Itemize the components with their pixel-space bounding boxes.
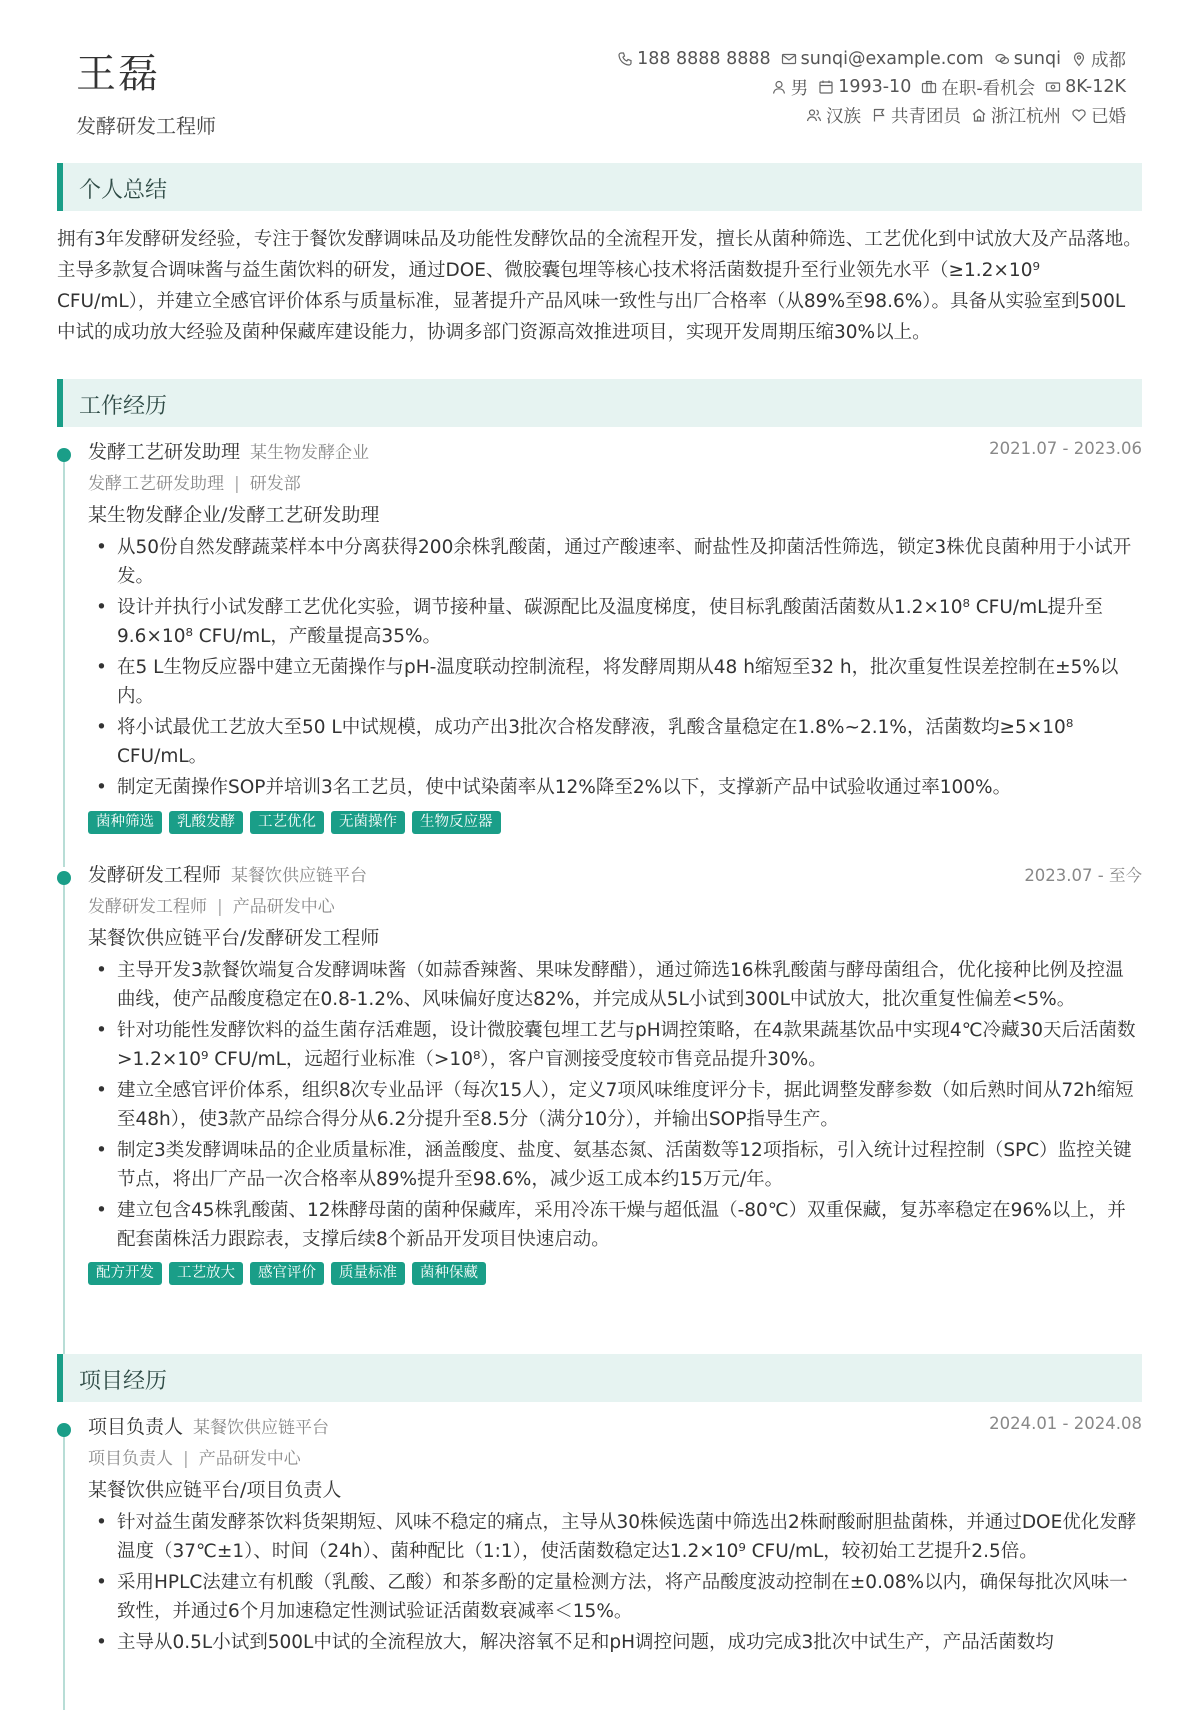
timeline-line: [63, 878, 65, 1368]
skill-tag: 菌种保藏: [412, 1262, 486, 1285]
timeline-dot: [57, 871, 71, 885]
skill-tag: 菌种筛选: [88, 811, 162, 834]
calendar-icon: [818, 79, 834, 95]
entry-company: 某餐饮供应链平台: [193, 1418, 330, 1438]
heart-icon: [1071, 107, 1087, 123]
user-icon: [771, 79, 787, 95]
contact-political: 共青团员: [871, 103, 961, 128]
skill-tag: 乳酸发酵: [169, 811, 243, 834]
candidate-name: 王磊: [76, 51, 160, 97]
entry-date: 2023.07 - 至今: [1024, 866, 1142, 885]
bullet-item: • 主导开发3款餐饮端复合发酵调味酱（如蒜香辣酱、果味发酵醋），通过筛选16株乳酸菌与酵母菌组合，优化接种比例及控温曲线，使产品酸度稳定在0.8-1.2%、风味偏好度达82%，并完成从5L小试到300L中试放大，批次重复性偏差<5%。: [88, 957, 1142, 1014]
work-entry: [57, 860, 1142, 1285]
work-entry: [57, 437, 1142, 834]
location-icon: [1071, 51, 1087, 67]
entry-headline: 某餐饮供应链平台/发酵研发工程师: [88, 927, 380, 949]
contact-gender: 男: [771, 75, 809, 100]
money-icon: [1045, 79, 1061, 95]
bullet-item: • 采用HPLC法建立有机酸（乳酸、乙酸）和茶多酚的定量检测方法，将产品酸度波动控制在±0.08%以内，确保每批次风味一致性，并通过6个月加速稳定性测试验证活菌数衰减率＜15%。: [88, 1569, 1142, 1626]
skill-tag: 感官评价: [250, 1262, 324, 1285]
entry-subtitle: 发酵研发工程师 | 产品研发中心: [88, 897, 335, 917]
skill-tag: 质量标准: [331, 1262, 405, 1285]
contact-hometown: 浙江杭州: [971, 103, 1061, 128]
phone-icon: [617, 51, 633, 67]
home-icon: [971, 107, 987, 123]
entry-bullets: [88, 1509, 1142, 1658]
section-header-summary: [57, 163, 1142, 211]
entry-department: 研发部: [249, 474, 301, 494]
timeline-line: [63, 455, 65, 867]
contact-phone: 188 8888 8888: [617, 49, 771, 69]
entry-header: [88, 860, 1142, 892]
skill-tag: 无菌操作: [331, 811, 405, 834]
skill-tag: 配方开发: [88, 1262, 162, 1285]
skill-tag: 工艺优化: [250, 811, 324, 834]
section-title: 个人总结: [79, 178, 168, 203]
skill-tags: [88, 811, 1142, 834]
wechat-icon: [994, 51, 1010, 67]
bullet-item: • 将小试最优工艺放大至50 L中试规模，成功产出3批次合格发酵液，乳酸含量稳定在1.8%~2.1%，活菌数均≥5×10⁸ CFU/mL。: [88, 714, 1142, 771]
bullet-item: • 从50份自然发酵蔬菜样本中分离获得200余株乳酸菌，通过产酸速率、耐盐性及抑菌活性筛选，锁定3株优良菌种用于小试开发。: [88, 534, 1142, 591]
bullet-item: • 针对功能性发酵饮料的益生菌存活难题，设计微胶囊包埋工艺与pH调控策略，在4款果蔬基饮品中实现4℃冷藏30天后活菌数>1.2×10⁹ CFU/mL，远超行业标准（>10⁸），客户盲测接受度较市售竞品提升30%。: [88, 1017, 1142, 1074]
timeline-dot: [57, 448, 71, 462]
people-icon: [806, 107, 822, 123]
contact-city: 成都: [1071, 47, 1126, 72]
summary-text: 拥有3年发酵研发经验，专注于餐饮发酵调味品及功能性发酵饮品的全流程开发，擅长从菌种筛选、工艺优化到中试放大及产品落地。主导多款复合调味酱与益生菌饮料的研发，通过DOE、微胶囊包埋等核心技术将活菌数提升至行业领先水平（≥1.2×10⁹ CFU/mL），并建立全感官评价体系与质量标准，显著提升产品风味一致性与出厂合格率（从89%至98.6%）。具备从实验室到500L中试的成功放大经验及菌种保藏库建设能力，协调多部门资源高效推进项目，实现开发周期压缩30%以上。: [57, 229, 1142, 343]
entry-header: [88, 1412, 1142, 1444]
briefcase-icon: [921, 79, 937, 95]
entry-date: 2024.01 - 2024.08: [989, 1414, 1142, 1433]
contact-row: [506, 101, 1126, 129]
contact-birth: 1993-10: [818, 77, 911, 97]
entry-date: 2021.07 - 2023.06: [989, 439, 1142, 458]
bullet-item: • 针对益生菌发酵茶饮料货架期短、风味不稳定的痛点，主导从30株候选菌中筛选出2株耐酸耐胆盐菌株，并通过DOE优化发酵温度（37℃±1）、时间（24h）、菌种配比（1:1），使活菌数稳定达1.2×10⁹ CFU/mL，较初始工艺提升2.5倍。: [88, 1509, 1142, 1566]
bullet-item: • 设计并执行小试发酵工艺优化实验，调节接种量、碳源配比及温度梯度，使目标乳酸菌活菌数从1.2×10⁸ CFU/mL提升至9.6×10⁸ CFU/mL，产酸量提高35%。: [88, 594, 1142, 651]
timeline-dot: [57, 1423, 71, 1437]
entry-company: 某餐饮供应链平台: [231, 866, 368, 886]
entry-subtitle: 发酵工艺研发助理 | 研发部: [88, 474, 301, 494]
bullet-item: • 建立包含45株乳酸菌、12株酵母菌的菌种保藏库，采用冷冻干燥与超低温（-80℃）双重保藏，复苏率稳定在96%以上，并配套菌株活力跟踪表，支撑后续8个新品开发项目快速启动。: [88, 1197, 1142, 1254]
entry-department: 产品研发中心: [232, 897, 335, 917]
skill-tags: [88, 1262, 1142, 1285]
contact-email: sunqi@example.com: [781, 49, 984, 69]
entry-role: 发酵工艺研发助理: [88, 441, 241, 463]
bullet-item: • 主导从0.5L小试到500L中试的全流程放大，解决溶氧不足和pH调控问题，成功完成3批次中试生产，产品活菌数均: [88, 1629, 1142, 1658]
flag-icon: [871, 107, 887, 123]
section-header-work: [57, 379, 1142, 427]
contact-status: 在职-看机会: [921, 75, 1035, 100]
skill-tag: 生物反应器: [412, 811, 501, 834]
timeline-line: [63, 1430, 65, 1710]
bullet-item: • 制定3类发酵调味品的企业质量标准，涵盖酸度、盐度、氨基态氮、活菌数等12项指标，引入统计过程控制（SPC）监控关键节点，将出厂产品一次合格率从89%提升至98.6%，减少返工成本约15万元/年。: [88, 1137, 1142, 1194]
project-entry: [57, 1412, 1142, 1661]
contact-salary: 8K-12K: [1045, 77, 1126, 97]
bullet-item: • 建立全感官评价体系，组织8次专业品评（每次15人），定义7项风味维度评分卡，据此调整发酵参数（如后熟时间从72h缩短至48h），使3款产品综合得分从6.2分提升至8.5分（满分10分），并输出SOP指导生产。: [88, 1077, 1142, 1134]
mail-icon: [781, 51, 797, 67]
bullet-item: • 在5 L生物反应器中建立无菌操作与pH-温度联动控制流程，将发酵周期从48 h缩短至32 h，批次重复性误差控制在±5%以内。: [88, 654, 1142, 711]
contact-row: [506, 73, 1126, 101]
candidate-title: 发酵研发工程师: [76, 114, 216, 138]
section-header-projects: [57, 1354, 1142, 1402]
entry-subtitle: 项目负责人 | 产品研发中心: [88, 1449, 301, 1469]
entry-headline: 某生物发酵企业/发酵工艺研发助理: [88, 504, 380, 526]
entry-role: 发酵研发工程师: [88, 864, 222, 886]
entry-headline: 某餐饮供应链平台/项目负责人: [88, 1479, 342, 1501]
contact-marital: 已婚: [1071, 103, 1126, 128]
section-title: 项目经历: [79, 1369, 168, 1394]
entry-sub-role: 发酵研发工程师: [88, 897, 207, 917]
entry-company: 某生物发酵企业: [250, 443, 370, 463]
entry-bullets: [88, 957, 1142, 1254]
contact-wechat: sunqi: [994, 49, 1061, 69]
bullet-item: • 制定无菌操作SOP并培训3名工艺员，使中试染菌率从12%降至2%以下，支撑新产品中试验收通过率100%。: [88, 774, 1142, 803]
entry-header: [88, 437, 1142, 469]
contact-row: [506, 45, 1126, 73]
entry-sub-role: 项目负责人: [88, 1449, 173, 1469]
entry-department: 产品研发中心: [198, 1449, 301, 1469]
contact-ethnicity: 汉族: [806, 103, 861, 128]
skill-tag: 工艺放大: [169, 1262, 243, 1285]
entry-role: 项目负责人: [88, 1416, 184, 1438]
contact-info: [506, 45, 1126, 129]
section-title: 工作经历: [79, 394, 168, 419]
entry-sub-role: 发酵工艺研发助理: [88, 474, 224, 494]
entry-bullets: [88, 534, 1142, 803]
